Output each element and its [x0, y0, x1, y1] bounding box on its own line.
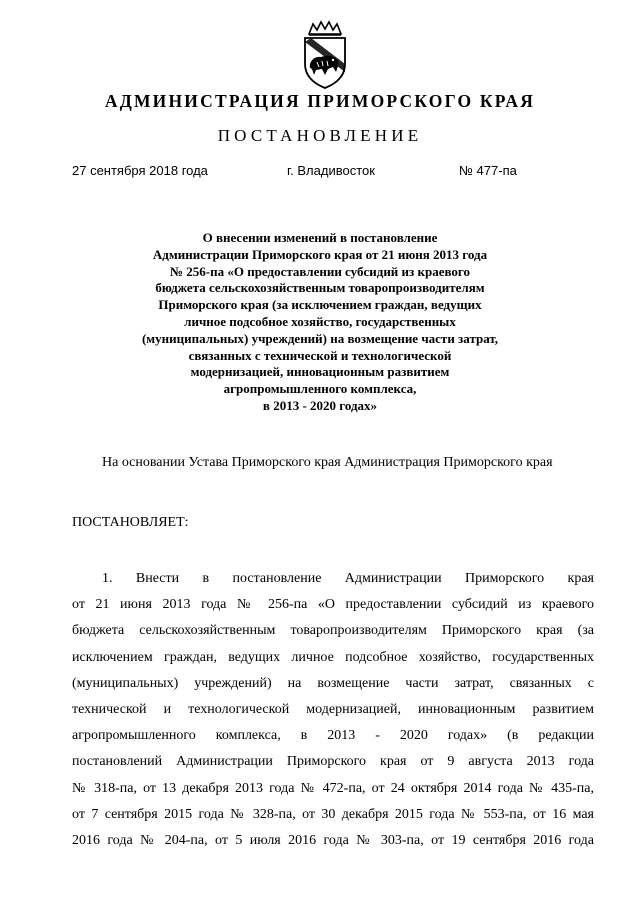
document-number: № 477-па — [459, 163, 517, 178]
body-line: бюджета сельскохозяйственным товаропроизводителям Приморского края (за — [72, 623, 594, 639]
primorsky-coat-of-arms-icon — [295, 20, 355, 92]
legal-basis-text: На основании Устава Приморского края Администрация Приморского края — [102, 455, 553, 470]
document-subject: О внесении изменений в постановление Администрации Приморского края от 21 июня 2013 года № 256-па «О предоставлении субсидий из краевого бюджета сельскохозяйственным товаропроизводителям Приморского края (за исключением граждан, ведущих личное подсобное хозяйство, государственных (муниципальных) учреждений) на возмещение части затрат, связанных с технической и технологической модернизацией, инновационным развитием агропромышленного комплекса, в 2013 - 2020 годах» — [141, 230, 499, 413]
body-line: технической и технологической модернизацией, инновационным развитием — [72, 701, 594, 717]
body-line: исключением граждан, ведущих личное подсобное хозяйство, государственных — [72, 649, 594, 665]
body-line: агропромышленного комплекса, в 2013 - 2020 годах» (в редакции — [72, 728, 594, 744]
body-line: 2016 года № 204-па, от 5 июля 2016 года № 303-па, от 19 сентября 2016 года — [72, 832, 594, 848]
body-line: постановлений Администрации Приморского края от 9 августа 2013 года — [72, 754, 594, 770]
decree-word: ПОСТАНОВЛЯЕТ: — [72, 515, 189, 530]
body-line: (муниципальных) учреждений) на возмещение части затрат, связанных с — [72, 675, 594, 691]
document-city: г. Владивосток — [287, 163, 375, 178]
body-line: 1. Внести в постановление Администрации Приморского края — [102, 571, 594, 586]
document-type: ПОСТАНОВЛЕНИЕ — [217, 126, 423, 145]
body-line: № 318-па, от 13 декабря 2013 года № 472-па, от 24 октября 2014 года № 435-па, — [72, 780, 594, 796]
body-line: от 7 сентября 2015 года № 328-па, от 30 декабря 2015 года № 553-па, от 16 мая — [72, 806, 594, 822]
body-line: от 21 июня 2013 года № 256-па «О предоставлении субсидий из краевого — [72, 597, 594, 613]
document-date: 27 сентября 2018 года — [72, 163, 208, 178]
document-body — [72, 566, 594, 854]
organization-title: АДМИНИСТРАЦИЯ ПРИМОРСКОГО КРАЯ — [104, 91, 536, 111]
